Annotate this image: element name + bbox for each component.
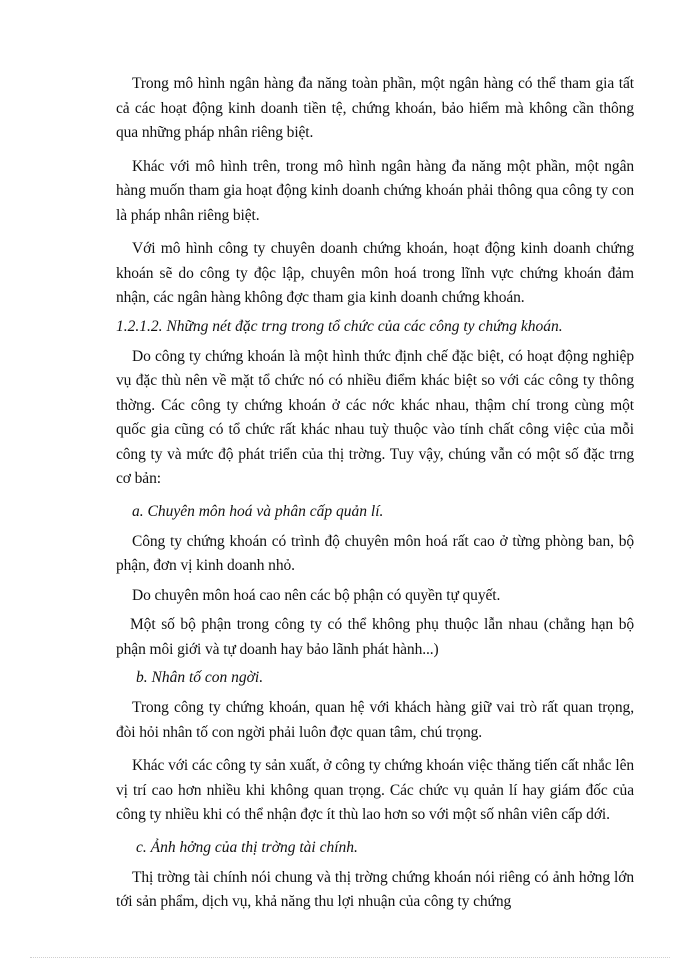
paragraph-specialization-level: Công ty chứng khoán có trình độ chuyên môn hoá rất cao ở từng phòng ban, bộ phận, đơn vị kinh doanh nhỏ. — [116, 532, 634, 574]
paragraph-specialized-securities-company: Với mô hình công ty chuyên doanh chứng khoán, hoạt động kinh doanh chứng khoán sẽ do công ty độc lập, chuyên môn hoá trong lĩnh vực chứng khoán đảm nhận, các ngân hàng không đợc tham gia kinh doanh chứng khoán. — [116, 240, 634, 306]
section-heading-characteristics: 1.2.1.2. Những nét đặc trng trong tổ chức của các công ty chứng khoán. — [116, 317, 563, 335]
paragraph-organization-differences: Do công ty chứng khoán là một hình thức định chế đặc biệt, có hoạt động nghiệp vụ đặc thù nên về mặt tổ chức nó có nhiều điểm khác biệt so với các công ty thông thờng. Các công ty chứng khoán ở các nớc khác nhau, thậm chí trong cùng một quốc gia cũng có tổ chức rất khác nhau tuỳ thuộc vào tính chất công việc của mỗi công ty và mức độ phát triển của thị trờng. Tuy vậy, chúng vẫn có một số đặc trng cơ bản: — [116, 347, 634, 487]
subheading-financial-market-influence: c. Ảnh hởng của thị trờng tài chính. — [136, 838, 358, 856]
paragraph-autonomy: Do chuyên môn hoá cao nên các bộ phận có quyền tự quyết. — [132, 586, 501, 604]
paragraph-universal-bank-partial: Khác với mô hình trên, trong mô hình ngân hàng đa năng một phần, một ngân hàng muốn tham gia hoạt động kinh doanh chứng khoán phải thông qua công ty con là pháp nhân riêng biệt. — [116, 157, 634, 224]
paragraph-market-influence: Thị trờng tài chính nói chung và thị trờng chứng khoán nói riêng có ảnh hởng lớn tới sản phẩm, dịch vụ, khả năng thu lợi nhuận của công ty chứng — [116, 868, 634, 910]
body-text — [116, 72, 634, 920]
paragraph-customer-relations: Trong công ty chứng khoán, quan hệ với khách hàng giữ vai trò rất quan trọng, đòi hỏi nhân tố con ngời phải luôn đợc quan tâm, chú trọng. — [116, 699, 634, 741]
paragraph-universal-bank-full: Trong mô hình ngân hàng đa năng toàn phần, một ngân hàng có thể tham gia tất cả các hoạt động kinh doanh tiền tệ, chứng khoán, bảo hiểm mà không cần thông qua những pháp nhân riêng biệt. — [116, 75, 634, 141]
paragraph-promotion: Khác với các công ty sản xuất, ở công ty chứng khoán việc thăng tiến cất nhắc lên vị trí cao hơn nhiều khi không quan trọng. Các chức vụ quản lí hay giám đốc của công ty nhiều khi có thể nhận đợc ít thù lao hơn so với một số nhân viên cấp dới. — [116, 757, 634, 823]
subheading-specialization: a. Chuyên môn hoá và phân cấp quản lí. — [132, 502, 384, 520]
paragraph-independent-departments: Một số bộ phận trong công ty có thể không phụ thuộc lẫn nhau (chẳng hạn bộ phận môi giới và tự doanh hay bảo lãnh phát hành...) — [116, 616, 634, 658]
page-bottom-divider — [30, 957, 670, 958]
subheading-human-factor: b. Nhân tố con ngời. — [136, 669, 264, 686]
